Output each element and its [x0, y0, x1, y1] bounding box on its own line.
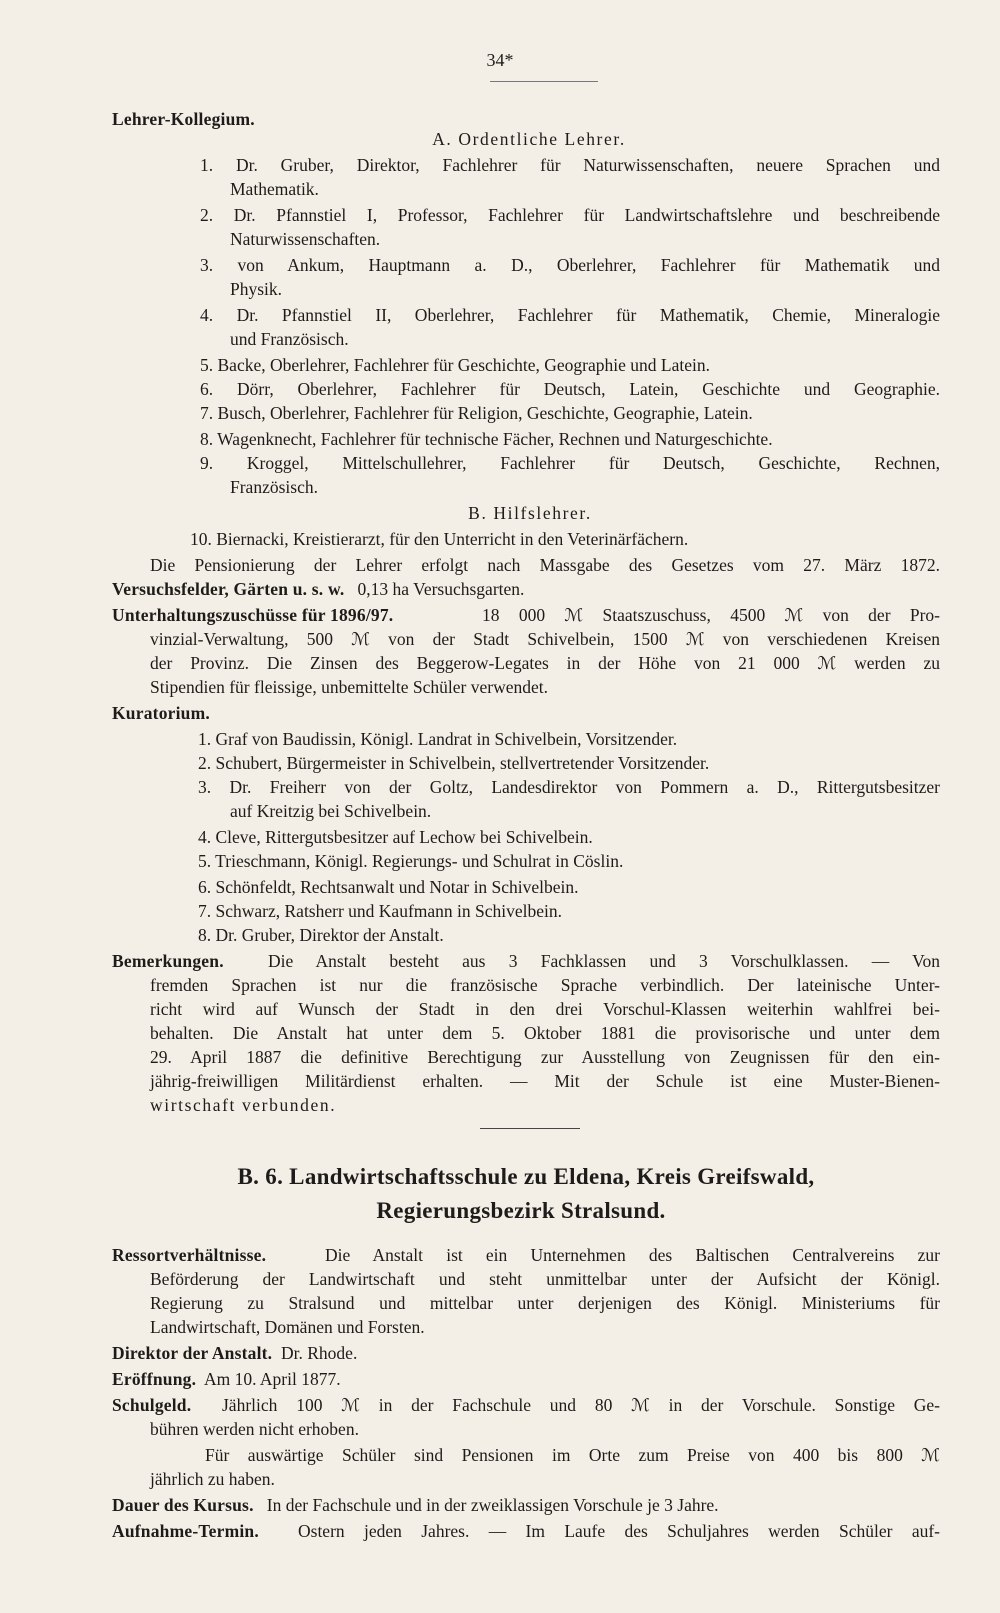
schulgeld-line: Jährlich 100 ℳ in der Fachschule und 80 ℳ in der Vorschule. Sonstige Ge- [222, 1395, 940, 1415]
dauer-text: In der Fachschule und in der zweiklassigen Vorschule je 3 Jahre. [266, 1495, 719, 1515]
kuratorium-heading: Kuratorium. [112, 703, 210, 723]
teacher-line: 4. Dr. Pfannstiel II, Oberlehrer, Fachlehrer für Mathematik, Chemie, Mineralogie [200, 305, 940, 325]
eroeffnung-heading: Eröffnung. [112, 1369, 197, 1389]
teacher-line: Französisch. [230, 477, 318, 497]
teacher-line: 7. Busch, Oberlehrer, Fachlehrer für Religion, Geschichte, Geographie, Latein. [200, 403, 753, 423]
direktor-text: Dr. Rhode. [281, 1343, 358, 1363]
teacher-line: 8. Wagenknecht, Fachlehrer für technische Fächer, Rechnen und Naturgeschichte. [200, 429, 773, 449]
aufnahme-heading: Aufnahme-Termin. [112, 1521, 259, 1541]
teacher-line: Mathematik. [230, 179, 319, 199]
lehrer-heading: Lehrer-Kollegium. [112, 109, 255, 129]
ressort-line: Regierung zu Stralsund und mittelbar unter derjenigen des Königl. Ministeriums für [150, 1293, 940, 1313]
hilfslehrer-line: 10. Biernacki, Kreistierarzt, für den Unterricht in den Veterinärfächern. [190, 529, 689, 549]
bemerkungen-line: 29. April 1887 die definitive Berechtigung zur Ausstellung von Zeugnissen für den ein- [150, 1047, 940, 1067]
versuch-heading: Versuchsfelder, Gärten u. s. w. [112, 579, 345, 599]
versuch-text: 0,13 ha Versuchsgarten. [357, 579, 525, 599]
kuratorium-line: 6. Schönfeldt, Rechtsanwalt und Notar in Schivelbein. [198, 877, 579, 897]
teacher-line: Naturwissenschaften. [230, 229, 381, 249]
teacher-line: Physik. [230, 279, 283, 299]
eroeffnung-paragraph [112, 1368, 341, 1390]
unterhalt-line: Stipendien für fleissige, unbemittelte Schüler verwendet. [150, 677, 549, 697]
page-number: 34* [486, 50, 514, 70]
schulgeld-heading: Schulgeld. [112, 1395, 192, 1415]
unterhalt-line: vinzial-Verwaltung, 500 ℳ von der Stadt Schivelbein, 1500 ℳ von verschiedenen Kreisen [150, 629, 940, 649]
bemerkungen-line: wirtschaft verbunden. [150, 1095, 337, 1115]
teacher-line: 2. Dr. Pfannstiel I, Professor, Fachlehrer für Landwirtschaftslehre und beschreibende [200, 205, 940, 225]
section-title-line-2: Regierungsbezirk Stralsund. [376, 1198, 666, 1223]
teacher-line: 6. Dörr, Oberlehrer, Fachlehrer für Deutsch, Latein, Geschichte und Geographie. [200, 379, 940, 399]
kuratorium-line: 5. Trieschmann, Königl. Regierungs- und Schulrat in Cöslin. [198, 851, 624, 871]
teacher-line: 9. Kroggel, Mittelschullehrer, Fachlehrer für Deutsch, Geschichte, Rechnen, [200, 453, 940, 473]
dauer-heading: Dauer des Kursus. [112, 1495, 254, 1515]
kuratorium-line: auf Kreitzig bei Schivelbein. [230, 801, 432, 821]
kuratorium-line: 4. Cleve, Rittergutsbesitzer auf Lechow bei Schivelbein. [198, 827, 593, 847]
eroeffnung-text: Am 10. April 1877. [203, 1369, 341, 1389]
kuratorium-line: 3. Dr. Freiherr von der Goltz, Landesdirektor von Pommern a. D., Rittergutsbesitzer [198, 777, 940, 797]
aufnahme-text: Ostern jeden Jahres. — Im Laufe des Schuljahres werden Schüler auf- [298, 1521, 940, 1541]
schulgeld-line: bühren werden nicht erhoben. [150, 1419, 359, 1439]
schulgeld-line: Für auswärtige Schüler sind Pensionen im Orte zum Preise von 400 bis 800 ℳ [205, 1445, 940, 1465]
ressort-line: Beförderung der Landwirtschaft und steht unmittelbar unter der Aufsicht der Königl. [150, 1269, 940, 1289]
ressort-heading: Ressortverhältnisse. [112, 1245, 267, 1265]
teacher-line: 3. von Ankum, Hauptmann a. D., Oberlehrer, Fachlehrer für Mathematik und [200, 255, 940, 275]
schulgeld-line: jährlich zu haben. [150, 1469, 275, 1489]
hilfslehrer-subheading: B. Hilfslehrer. [468, 503, 592, 523]
bemerkungen-line: fremden Sprachen ist nur die französische Sprache verbindlich. Der lateinische Unter- [150, 975, 940, 995]
teacher-line: 1. Dr. Gruber, Direktor, Fachlehrer für Naturwissenschaften, neuere Sprachen und [200, 155, 940, 175]
teacher-line: 5. Backe, Oberlehrer, Fachlehrer für Geschichte, Geographie und Latein. [200, 355, 710, 375]
bemerkungen-line: jährig-freiwilligen Militärdienst erhalten. — Mit der Schule ist eine Muster-Bienen- [150, 1071, 940, 1091]
ressort-line: Die Anstalt ist ein Unternehmen des Baltischen Centralvereins zur [325, 1245, 940, 1265]
bemerkungen-line: richt wird auf Wunsch der Stadt in den drei Vorschul-Klassen weiterhin wahlfrei bei- [150, 999, 940, 1019]
unterhalt-heading: Unterhaltungszuschüsse für 1896/97. [112, 605, 394, 625]
section-separator [480, 1128, 580, 1129]
bemerkungen-line: Die Anstalt besteht aus 3 Fachklassen und 3 Vorschulklassen. — Von [268, 951, 940, 971]
dauer-paragraph [112, 1494, 719, 1516]
section-title-line-1: B. 6. Landwirtschaftsschule zu Eldena, Kreis Greifswald, [237, 1164, 815, 1189]
kuratorium-line: 7. Schwarz, Ratsherr und Kaufmann in Schivelbein. [198, 901, 563, 921]
kuratorium-line: 2. Schubert, Bürgermeister in Schivelbein, stellvertretender Vorsitzender. [198, 753, 710, 773]
ordentliche-lehrer-subheading: A. Ordentliche Lehrer. [432, 129, 626, 149]
kuratorium-line: 8. Dr. Gruber, Direktor der Anstalt. [198, 925, 444, 945]
kuratorium-line: 1. Graf von Baudissin, Königl. Landrat in Schivelbein, Vorsitzender. [198, 729, 678, 749]
unterhalt-line: der Provinz. Die Zinsen des Beggerow-Legates in der Höhe von 21 000 ℳ werden zu [150, 653, 940, 673]
unterhalt-line: 18 000 ℳ Staatszuschuss, 4500 ℳ von der Pro- [482, 605, 940, 625]
direktor-heading: Direktor der Anstalt. [112, 1343, 273, 1363]
teacher-line: und Französisch. [230, 329, 349, 349]
page-number-rule [490, 81, 598, 82]
pension-text: Die Pensionierung der Lehrer erfolgt nach Massgabe des Gesetzes vom 27. März 1872. [150, 555, 940, 575]
bemerkungen-line: behalten. Die Anstalt hat unter dem 5. Oktober 1881 die provisorische und unter dem [150, 1023, 940, 1043]
bemerkungen-heading: Bemerkungen. [112, 951, 224, 971]
direktor-paragraph [112, 1342, 357, 1364]
versuch-paragraph [112, 578, 524, 600]
ressort-line: Landwirtschaft, Domänen und Forsten. [150, 1317, 425, 1337]
